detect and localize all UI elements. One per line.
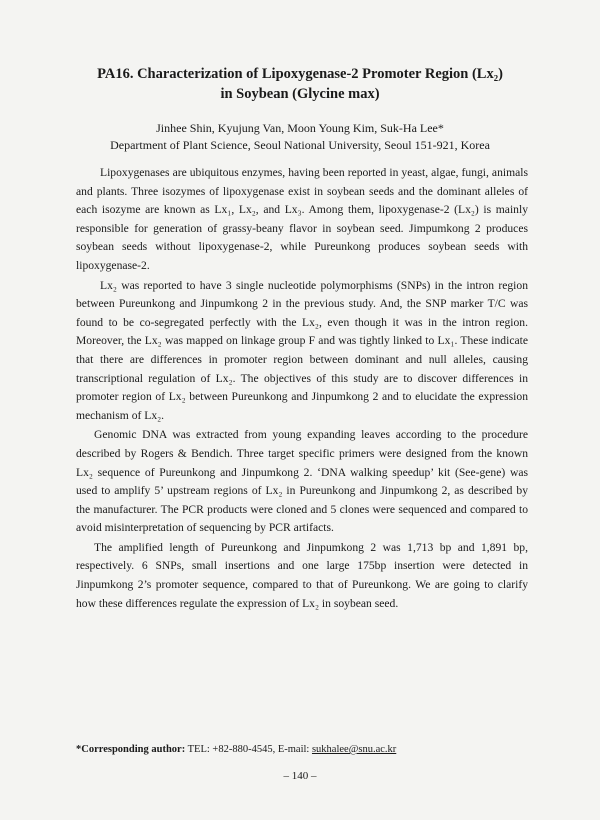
abstract-body (76, 164, 528, 613)
title-line-2: in Soybean (Glycine max) (220, 86, 380, 102)
paragraph-methods: Genomic DNA was extracted from young expanding leaves according to the procedure described by Rogers & Bendich. Three target specific primers were designed from the known Lx₂ sequence of Pureunkong and Jinpumkong 2. ‘DNA walking speedup’ kit (See-gene) was used to amplify 5’ upstream regions of Lx₂ in Pureunkong and Jinpumkong 2, as described by the manufacturer. The PCR products were cloned and 5 clones were sequenced and compared to avoid misinterpretation of sequencing by PCR artifacts. (76, 428, 528, 535)
page-number: – 140 – (283, 770, 317, 782)
corresponding-author-note (76, 743, 396, 757)
author-names: Jinhee Shin, Kyujung Van, Moon Young Kim, Suk-Ha Lee* (156, 121, 444, 135)
footnote-contact: TEL: +82-880-4545, E-mail: (187, 744, 312, 755)
title-line-1: PA16. Characterization of Lipoxygenase-2 Promoter Region (Lx₂) (97, 66, 503, 82)
author-affiliation: Department of Plant Science, Seoul National University, Seoul 151-921, Korea (110, 138, 490, 152)
email-link[interactable]: sukhalee@snu.ac.kr (311, 744, 397, 755)
paragraph-background: Lx₂ was reported to have 3 single nucleotide polymorphisms (SNPs) in the intron region between Pureunkong and Jinpumkong 2 in the previous study. And, the SNP marker T/C was found to be co-segregated perfectly with the Lx₂, even though it was in the intron region. Moreover, the Lx₂ was mapped on linkage group F and was tightly linked to Lx₁. These indicate that there are differences in promoter region between dominant and null alleles, causing transcriptional regulation of Lx₂. The objectives of this study are to discover differences in promoter region of Lx₂ between Pureunkong and Jinpumkong 2 and to elucidate the expression mechanism of Lx₂. (76, 278, 528, 422)
paragraph-results: The amplified length of Pureunkong and Jinpumkong 2 was 1,713 bp and 1,891 bp, respectively. 6 SNPs, small insertions and one large 175bp insertion were detected in Jinpumkong 2’s promoter sequence, compared to that of Pureunkong. We are going to clarify how these differences regulate the expression of Lx₂ in soybean seed. (76, 540, 528, 610)
footnote-label: *Corresponding author: (76, 744, 186, 755)
author-block (60, 120, 540, 154)
paragraph-intro: Lipoxygenases are ubiquitous enzymes, having been reported in yeast, algae, fungi, animals and plants. Three isozymes of lipoxygenase exist in soybean seeds and the dominant alleles of each isozyme are known as Lx₁, Lx₂, and Lx₃. Among them, lipoxygenase-2 (Lx₂) is mainly responsible for generation of grassy-beany flavor in soybean seed. Jimpumkong 2 produces soybean seeds without lipoxygenase-2, while Pureunkong produces soybean seeds with lipoxygenase-2. (76, 166, 528, 272)
paper-title (60, 64, 540, 104)
